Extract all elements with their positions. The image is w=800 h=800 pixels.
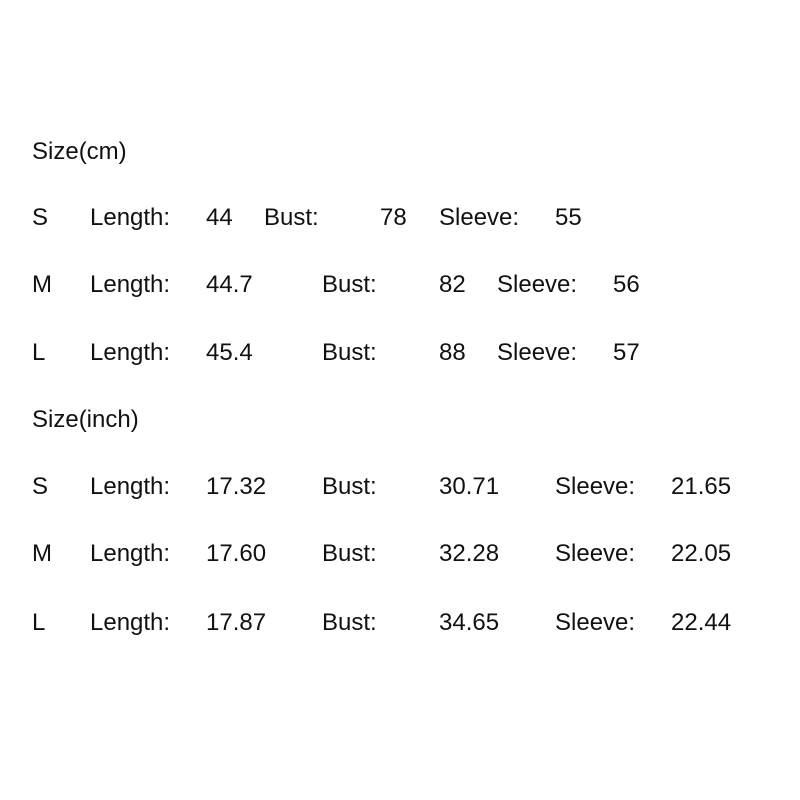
length-value: 17.32 xyxy=(206,473,267,500)
bust-value: 32.28 xyxy=(439,540,500,567)
size-label: L xyxy=(32,609,46,636)
length-value: 44 xyxy=(206,204,233,231)
size-label: L xyxy=(32,339,46,366)
bust-value: 78 xyxy=(380,204,407,231)
size-label: M xyxy=(32,271,52,298)
bust-value: 88 xyxy=(439,339,466,366)
bust-value: 82 xyxy=(439,271,466,298)
sleeve-value: 57 xyxy=(613,339,640,366)
sleeve-value: 22.44 xyxy=(671,609,732,636)
length-label: Length: xyxy=(90,609,171,636)
bust-label: Bust: xyxy=(264,204,319,231)
sleeve-label: Sleeve: xyxy=(555,473,636,500)
bust-label: Bust: xyxy=(322,609,377,636)
sleeve-label: Sleeve: xyxy=(497,271,578,298)
length-label: Length: xyxy=(90,271,171,298)
length-value: 17.87 xyxy=(206,609,267,636)
size-label: S xyxy=(32,204,49,231)
length-value: 17.60 xyxy=(206,540,267,567)
sleeve-label: Sleeve: xyxy=(497,339,578,366)
size-label: M xyxy=(32,540,52,567)
cm-section-title: Size(cm) xyxy=(32,138,127,165)
sleeve-value: 21.65 xyxy=(671,473,732,500)
sleeve-value: 22.05 xyxy=(671,540,732,567)
length-label: Length: xyxy=(90,339,171,366)
sleeve-value: 56 xyxy=(613,271,640,298)
sleeve-value: 55 xyxy=(555,204,582,231)
inch-section-title: Size(inch) xyxy=(32,406,139,433)
bust-label: Bust: xyxy=(322,271,377,298)
sleeve-label: Sleeve: xyxy=(439,204,520,231)
sleeve-label: Sleeve: xyxy=(555,540,636,567)
length-value: 45.4 xyxy=(206,339,253,366)
bust-value: 30.71 xyxy=(439,473,500,500)
bust-value: 34.65 xyxy=(439,609,500,636)
length-label: Length: xyxy=(90,204,171,231)
length-label: Length: xyxy=(90,540,171,567)
size-label: S xyxy=(32,473,49,500)
bust-label: Bust: xyxy=(322,339,377,366)
sleeve-label: Sleeve: xyxy=(555,609,636,636)
bust-label: Bust: xyxy=(322,540,377,567)
bust-label: Bust: xyxy=(322,473,377,500)
length-label: Length: xyxy=(90,473,171,500)
length-value: 44.7 xyxy=(206,271,253,298)
